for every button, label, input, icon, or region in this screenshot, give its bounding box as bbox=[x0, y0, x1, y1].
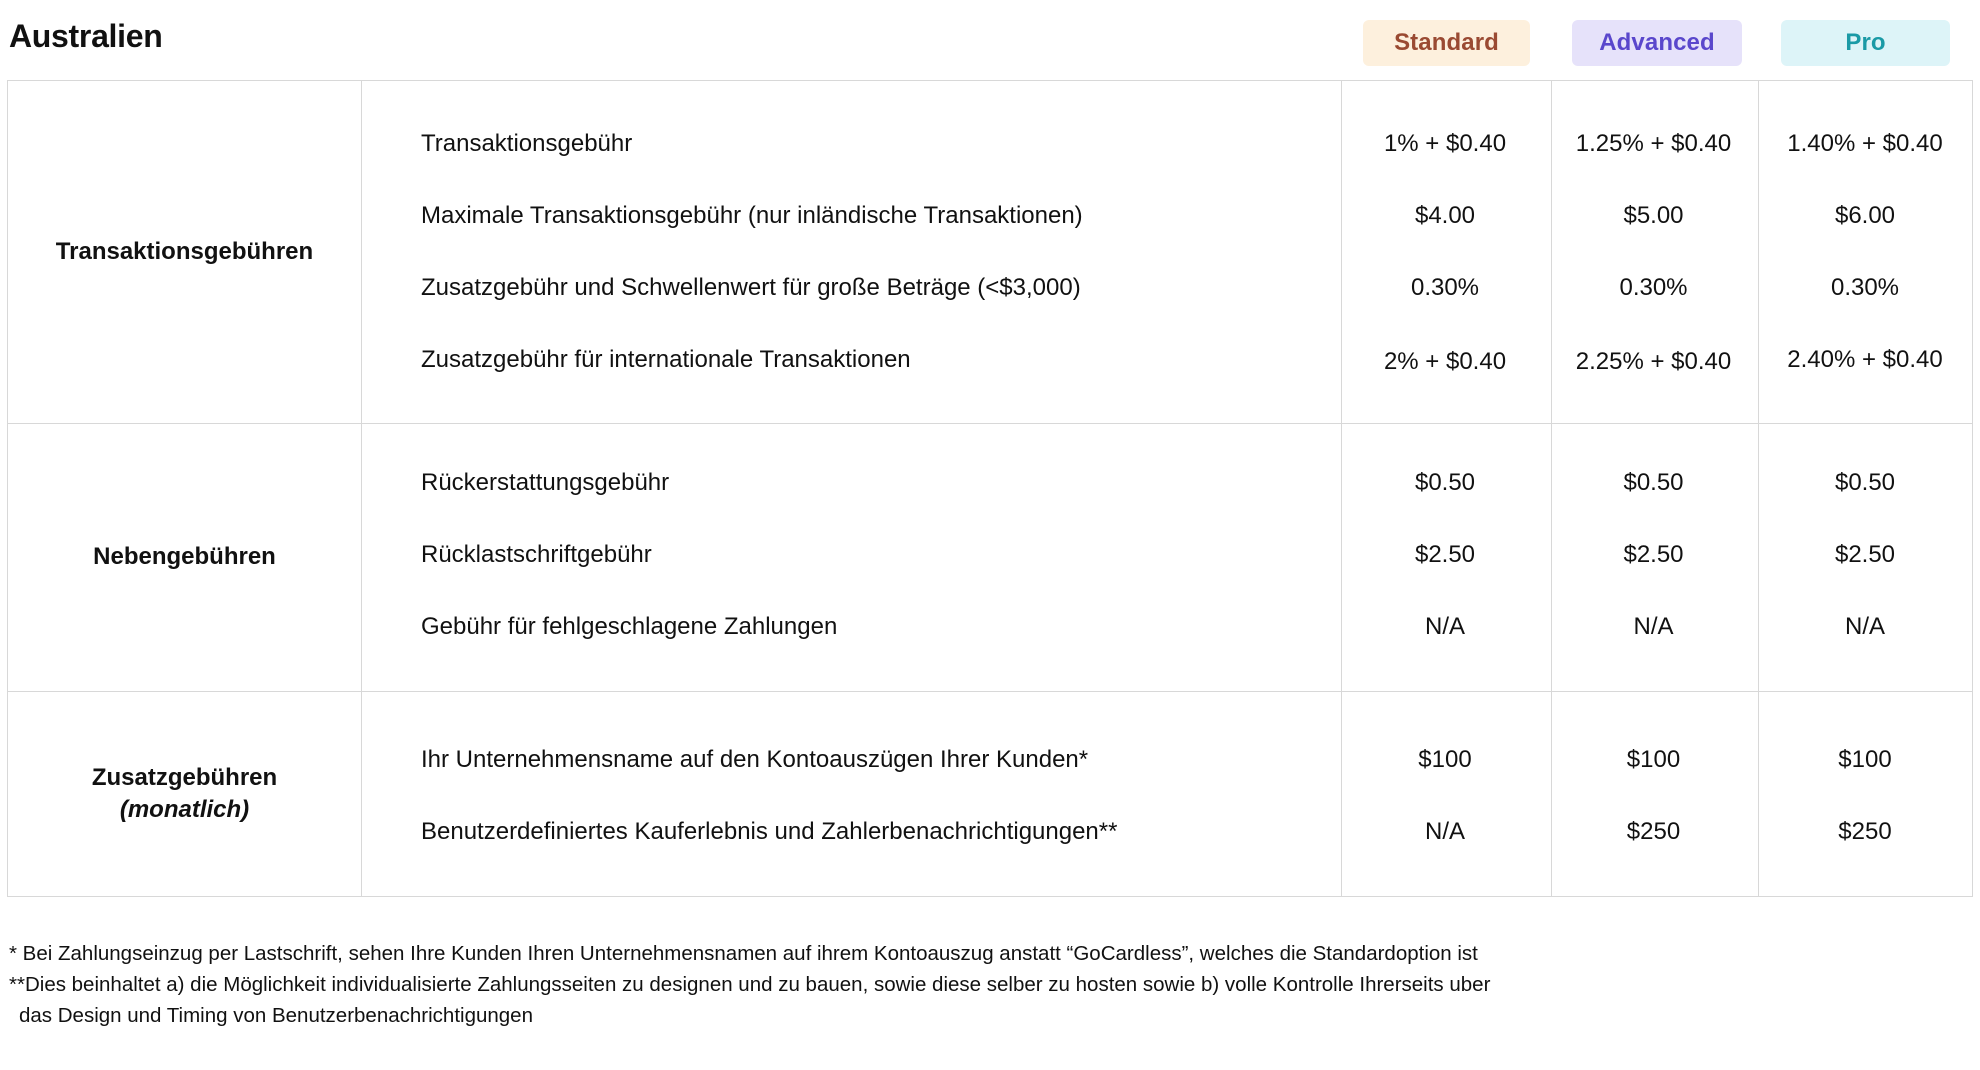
footnotes bbox=[9, 938, 1490, 1031]
fee-label: Ihr Unternehmensname auf den Kontoauszügen Ihrer Kunden* bbox=[421, 746, 1089, 773]
page-header bbox=[0, 0, 1980, 80]
plan-badge-standard bbox=[1363, 20, 1530, 66]
fee-value-standard: $4.00 bbox=[1414, 202, 1476, 229]
table-row bbox=[8, 268, 1972, 308]
fee-value-advanced: $250 bbox=[1626, 818, 1681, 845]
fee-value-standard: $100 bbox=[1418, 746, 1472, 773]
fee-label: Zusatzgebühr für internationale Transaktionen bbox=[421, 346, 911, 373]
fee-value-advanced: $100 bbox=[1626, 746, 1681, 773]
footnote: **Dies beinhaltet a) die Möglichkeit individualisierte Zahlungsseiten zu designen und zu bauen, sowie diese selber zu hosten sowie b) volle Kontrolle Ihrerseits uber bbox=[9, 973, 1491, 996]
fee-label: Gebühr für fehlgeschlagene Zahlungen bbox=[421, 613, 838, 640]
table-row bbox=[8, 535, 1972, 575]
table-row bbox=[8, 740, 1972, 780]
fee-value-advanced: N/A bbox=[1633, 613, 1674, 640]
fee-value-advanced: $0.50 bbox=[1623, 469, 1684, 496]
fee-value-advanced: 1.25% + $0.40 bbox=[1575, 130, 1732, 157]
table-row bbox=[8, 340, 1972, 380]
fee-value-pro: $0.50 bbox=[1834, 469, 1896, 496]
plan-badge-label: Pro bbox=[1845, 29, 1886, 56]
category-title: Nebengebühren bbox=[93, 543, 276, 571]
table-row bbox=[8, 463, 1972, 503]
fee-value-standard: 1% + $0.40 bbox=[1383, 130, 1507, 157]
fee-label: Rückerstattungsgebühr bbox=[421, 469, 670, 496]
category-subtitle: (monatlich) bbox=[119, 795, 250, 823]
fee-value-advanced: $2.50 bbox=[1623, 541, 1684, 568]
fee-value-pro: 2.40% + $0.40 bbox=[1787, 346, 1943, 373]
table-row bbox=[8, 607, 1972, 647]
table-row bbox=[8, 812, 1972, 852]
fee-value-pro: 0.30% bbox=[1830, 274, 1900, 301]
fee-label: Transaktionsgebühr bbox=[421, 130, 633, 157]
category-title: Transaktionsgebühren bbox=[55, 238, 314, 266]
fee-value-standard: 0.30% bbox=[1410, 274, 1480, 301]
fee-value-pro: 1.40% + $0.40 bbox=[1787, 130, 1943, 157]
table-row bbox=[8, 124, 1972, 164]
fee-value-standard: N/A bbox=[1424, 613, 1465, 640]
plan-badge-advanced bbox=[1572, 20, 1742, 66]
plan-badge-pro bbox=[1781, 20, 1950, 66]
plan-badge-label: Advanced bbox=[1599, 29, 1715, 56]
fee-value-advanced: 0.30% bbox=[1619, 274, 1688, 301]
table-row bbox=[8, 196, 1972, 236]
fee-label: Rücklastschriftgebühr bbox=[421, 541, 652, 568]
fee-label: Zusatzgebühr und Schwellenwert für große Beträge (<$3,000) bbox=[421, 274, 1081, 301]
fee-value-pro: $2.50 bbox=[1834, 541, 1896, 568]
country-title: Australien bbox=[9, 18, 163, 54]
table-section-transaction-fees bbox=[8, 81, 1972, 423]
fee-value-standard: N/A bbox=[1424, 818, 1465, 845]
plan-badge-label: Standard bbox=[1394, 29, 1499, 56]
fee-value-pro: $6.00 bbox=[1834, 202, 1896, 229]
footnote: das Design und Timing von Benutzerbenachrichtigungen bbox=[19, 1004, 533, 1027]
fee-value-pro: $250 bbox=[1838, 818, 1892, 845]
fee-value-advanced: 2.25% + $0.40 bbox=[1575, 348, 1732, 375]
fee-value-standard: $2.50 bbox=[1414, 541, 1476, 568]
fee-value-standard: $0.50 bbox=[1414, 469, 1476, 496]
fee-value-pro: N/A bbox=[1844, 613, 1885, 640]
fee-value-advanced: $5.00 bbox=[1623, 202, 1684, 229]
footnote: * Bei Zahlungseinzug per Lastschrift, sehen Ihre Kunden Ihren Unternehmensnamen auf ihrem Kontoauszug anstatt “GoCardless”, welches die Standardoption ist bbox=[9, 942, 1478, 965]
table-section-ancillary-fees bbox=[8, 423, 1972, 691]
table-section-additional-fees bbox=[8, 691, 1972, 896]
fee-label: Maximale Transaktionsgebühr (nur inländische Transaktionen) bbox=[421, 202, 1083, 229]
pricing-table bbox=[7, 80, 1973, 897]
fee-label: Benutzerdefiniertes Kauferlebnis und Zahlerbenachrichtigungen** bbox=[421, 818, 1118, 845]
category-title: Zusatzgebühren bbox=[91, 764, 278, 792]
category-label bbox=[8, 691, 361, 896]
fee-value-pro: $100 bbox=[1838, 746, 1892, 773]
fee-value-standard: 2% + $0.40 bbox=[1383, 348, 1507, 375]
